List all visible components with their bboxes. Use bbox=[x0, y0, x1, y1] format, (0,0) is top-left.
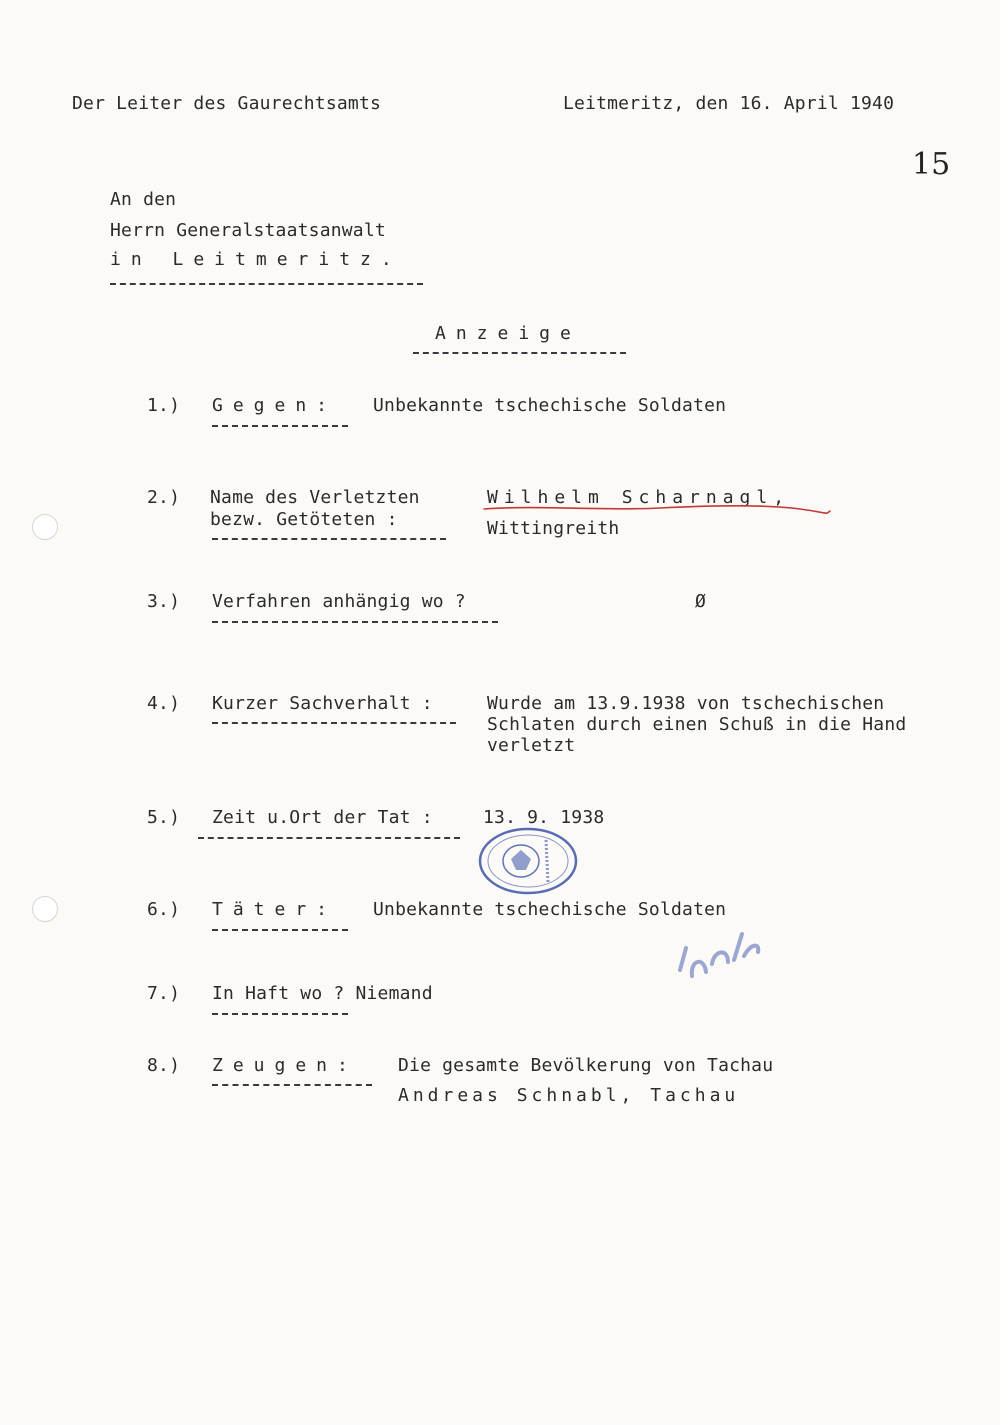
item-3-value: Ø bbox=[695, 591, 707, 612]
item-6-value: Unbekannte tschechische Soldaten bbox=[373, 899, 727, 920]
item-5-underline bbox=[198, 837, 460, 839]
item-3-underline bbox=[212, 621, 498, 623]
item-6-label: Täter: bbox=[212, 899, 338, 920]
item-2-underline bbox=[212, 538, 446, 540]
item-1-label: Gegen: bbox=[212, 395, 338, 416]
item-4-underline bbox=[212, 722, 456, 724]
item-8-value-line-1: Die gesamte Bevölkerung von Tachau bbox=[398, 1055, 774, 1076]
item-2-value-line-2: Wittingreith bbox=[487, 518, 620, 539]
title-underline bbox=[413, 352, 626, 354]
item-2-value-line-1: Wilhelm Scharnagl, bbox=[487, 487, 791, 508]
place-date-line: Leitmeritz, den 16. April 1940 bbox=[563, 93, 895, 114]
item-6-underline bbox=[212, 929, 348, 931]
recipient-underline bbox=[110, 283, 423, 285]
recipient-line-1: An den bbox=[110, 189, 177, 210]
document-title: Anzeige bbox=[435, 323, 581, 344]
item-4-value-line-3: verletzt bbox=[487, 735, 576, 756]
punch-hole-top bbox=[32, 514, 58, 540]
item-4-value-line-1: Wurde am 13.9.1938 von tschechischen bbox=[487, 693, 885, 714]
item-5-number: 5.) bbox=[147, 807, 181, 828]
item-5-label: Zeit u.Ort der Tat : bbox=[212, 807, 433, 828]
item-5-value: 13. 9. 1938 bbox=[483, 807, 605, 828]
sender-line: Der Leiter des Gaurechtsamts bbox=[72, 93, 382, 114]
item-8-underline bbox=[212, 1084, 372, 1086]
punch-hole-bottom bbox=[32, 896, 58, 922]
item-8-label: Zeugen: bbox=[212, 1055, 358, 1076]
item-2-label-line-1: Name des Verletzten bbox=[210, 487, 420, 508]
folio-number: 15 bbox=[912, 147, 951, 182]
item-2-label-line-2: bezw. Getöteten : bbox=[210, 509, 398, 530]
item-1-number: 1.) bbox=[147, 395, 181, 416]
item-7-label: In Haft wo ? Niemand bbox=[212, 983, 433, 1004]
item-1-value: Unbekannte tschechische Soldaten bbox=[373, 395, 727, 416]
item-1-underline bbox=[212, 425, 348, 427]
official-stamp-seal bbox=[476, 826, 580, 896]
item-7-underline bbox=[212, 1013, 348, 1015]
blue-ink-mark bbox=[672, 920, 762, 990]
red-pencil-underline bbox=[480, 501, 835, 517]
item-8-value-line-2: Andreas Schnabl, Tachau bbox=[398, 1085, 740, 1106]
item-8-number: 8.) bbox=[147, 1055, 181, 1076]
item-4-number: 4.) bbox=[147, 693, 181, 714]
recipient-line-2: Herrn Generalstaatsanwalt bbox=[110, 220, 386, 241]
item-3-number: 3.) bbox=[147, 591, 181, 612]
item-3-label: Verfahren anhängig wo ? bbox=[212, 591, 466, 612]
item-4-value-line-2: Schlaten durch einen Schuß in die Hand bbox=[487, 714, 907, 735]
item-2-number: 2.) bbox=[147, 487, 181, 508]
item-6-number: 6.) bbox=[147, 899, 181, 920]
item-7-number: 7.) bbox=[147, 983, 181, 1004]
item-4-label: Kurzer Sachverhalt : bbox=[212, 693, 433, 714]
recipient-line-3: in Leitmeritz. bbox=[110, 249, 402, 270]
